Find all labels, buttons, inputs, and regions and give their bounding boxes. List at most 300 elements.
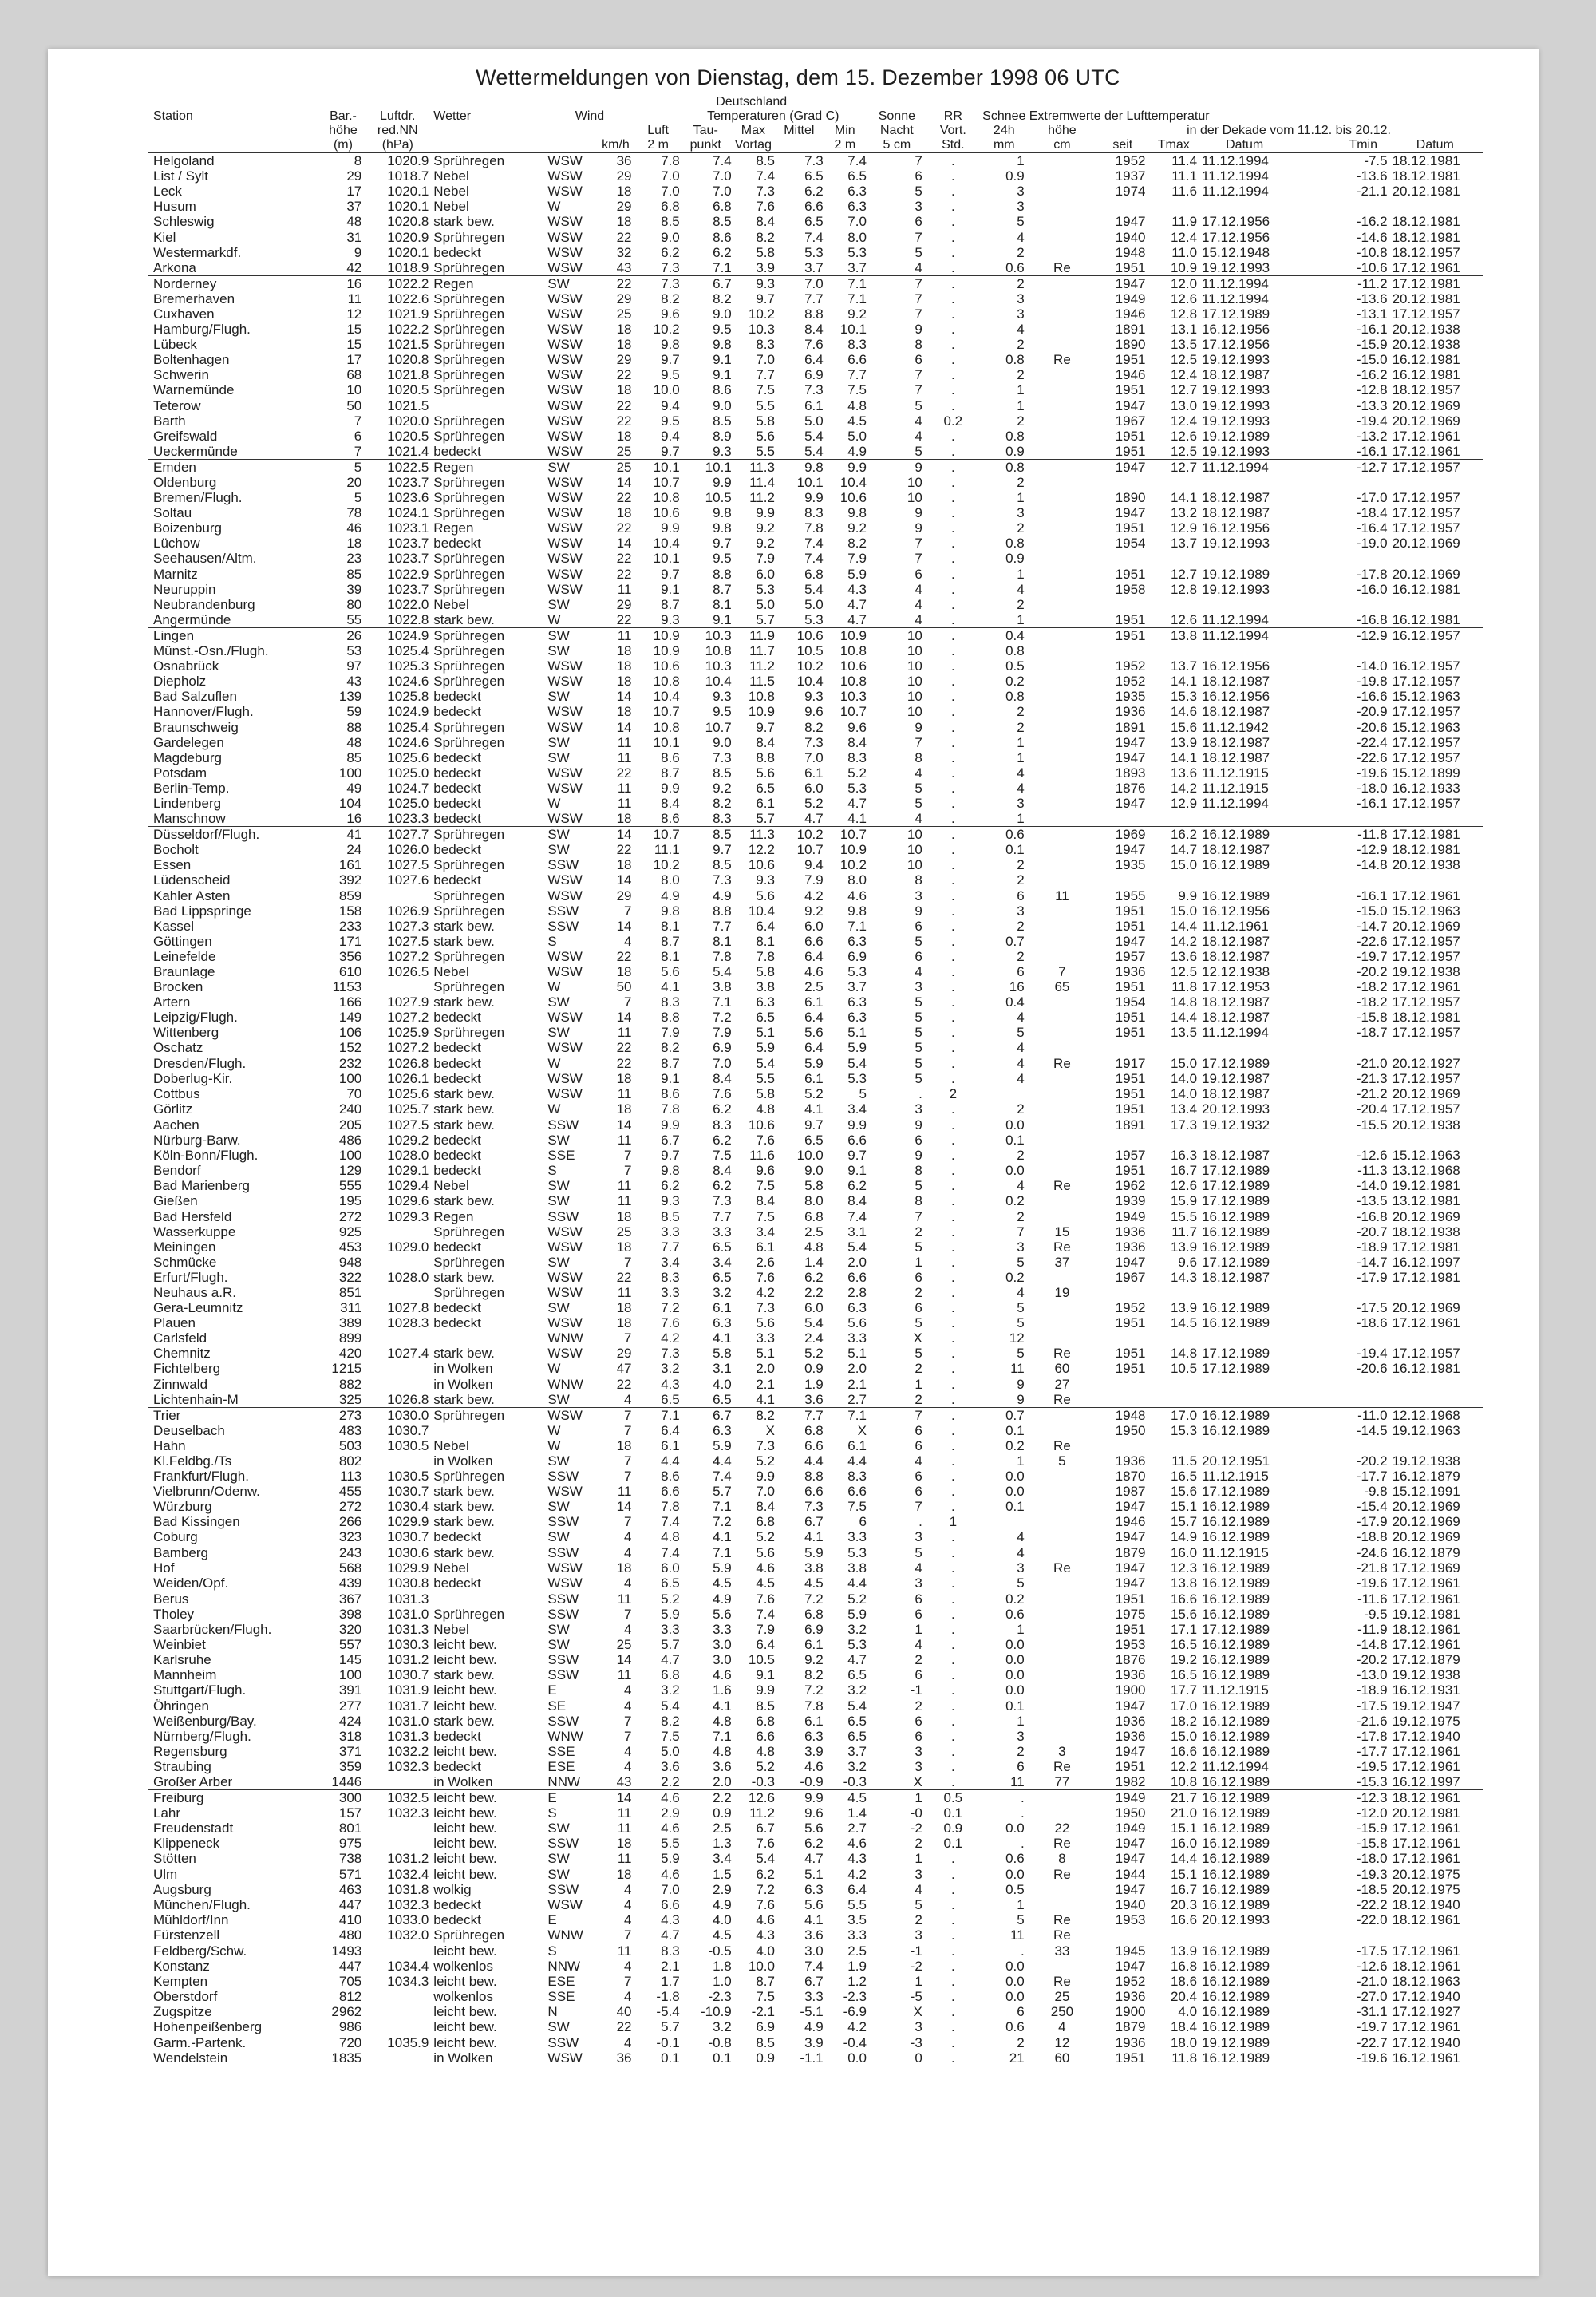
cell-max-temp: 4.5 xyxy=(756,1575,775,1591)
cell-tmax: 12.4 xyxy=(1170,229,1198,245)
cell-tmax: 14.5 xyxy=(1170,1315,1198,1331)
cell-spacer xyxy=(1292,1071,1339,1086)
cell-snow-depth: Re xyxy=(1053,1758,1071,1774)
cell-air-temp: 7.3 xyxy=(661,1346,680,1362)
cell-tmax: 20.4 xyxy=(1170,1989,1198,2005)
cell-station: Freiburg xyxy=(148,1790,320,1806)
cell-station: Deuselbach xyxy=(153,1422,225,1438)
cell-tmax: 13.8 xyxy=(1170,1575,1198,1591)
station-row xyxy=(148,719,1483,734)
cell-tmin: -18.4 xyxy=(1356,505,1388,521)
cell-wind-speed: 25 xyxy=(616,443,632,459)
cell-wind-speed: 11 xyxy=(617,1851,632,1867)
cell-pressure xyxy=(366,1453,429,1469)
cell-min-temp: 4.3 xyxy=(847,1851,867,1867)
cell-precip-24h: 1 xyxy=(1017,734,1025,750)
cell-night-temp-5cm: . xyxy=(918,1514,922,1530)
cell-dew-point: 8.3 xyxy=(713,811,732,827)
cell-sunshine: . xyxy=(950,933,955,949)
cell-sunshine: . xyxy=(950,322,955,338)
cell-precip-24h: 3 xyxy=(1017,199,1025,215)
station-row xyxy=(148,1025,1483,1040)
cell-station: Öhringen xyxy=(153,1698,209,1714)
cell-snow-depth xyxy=(1029,1407,1095,1423)
cell-dew-point: 5.9 xyxy=(713,1560,732,1575)
cell-station: Hof xyxy=(153,1560,175,1575)
cell-pressure xyxy=(366,2004,429,2019)
cell-tmax: 14.1 xyxy=(1170,490,1198,506)
cell-snow-depth xyxy=(1029,567,1095,582)
cell-wind-speed: 22 xyxy=(616,413,632,429)
cell-spacer xyxy=(1292,199,1339,214)
cell-tmax-date: 17.12.1956 xyxy=(1202,229,1270,245)
cell-station: Warnemünde xyxy=(153,382,235,398)
cell-baro-height: 6 xyxy=(354,428,362,444)
cell-snow-depth: Re xyxy=(1053,352,1071,368)
cell-tmin: -13.0 xyxy=(1356,1667,1388,1683)
cell-max-temp: 5.9 xyxy=(756,1040,775,1056)
cell-spacer xyxy=(1292,1224,1339,1239)
cell-tmax xyxy=(1151,597,1198,612)
cell-baro-height: 100 xyxy=(338,1148,362,1164)
cell-snow-depth xyxy=(1029,1575,1095,1591)
cell-night-temp-5cm: 1 xyxy=(915,1376,922,1392)
cell-record-since: 1952 xyxy=(1115,658,1146,674)
cell-station: Kahler Asten xyxy=(153,888,231,903)
cell-tmin: -20.2 xyxy=(1356,1652,1388,1668)
cell-wind-direction: WSW xyxy=(547,520,583,536)
cell-baro-height: 31 xyxy=(346,229,362,245)
cell-tmin: -16.8 xyxy=(1356,1208,1388,1224)
cell-sunshine: . xyxy=(950,1437,955,1453)
cell-station: Regensburg xyxy=(153,1743,227,1759)
cell-record-since: 1890 xyxy=(1115,490,1146,506)
cell-tmax-date: 16.12.1989 xyxy=(1202,1208,1270,1224)
cell-pressure: 1020.5 xyxy=(387,382,429,398)
cell-dew-point: 9.8 xyxy=(713,520,732,536)
cell-record-since: 1947 xyxy=(1115,1529,1146,1545)
cell-baro-height: 7 xyxy=(354,443,362,459)
cell-air-temp: -0.1 xyxy=(656,2034,680,2050)
cell-tmax: 15.5 xyxy=(1170,1208,1198,1224)
cell-spacer xyxy=(1292,1285,1339,1300)
cell-weather: Sprühregen xyxy=(433,367,505,383)
cell-tmin-date: 18.12.1963 xyxy=(1392,1974,1460,1990)
cell-tmax-date: 11.12.1915 xyxy=(1202,780,1269,796)
cell-precip-24h: 4 xyxy=(1017,322,1025,338)
cell-night-temp-5cm: 10 xyxy=(907,857,922,873)
cell-weather: Sprühregen xyxy=(433,734,505,750)
cell-wind-speed: 22 xyxy=(616,1040,632,1056)
cell-mean-temp: 10.7 xyxy=(796,842,824,858)
cell-pressure: 1031.0 xyxy=(387,1713,429,1729)
cell-air-temp: 8.7 xyxy=(661,765,680,781)
cell-station: Gera-Leumnitz xyxy=(153,1300,243,1316)
cell-wind-speed: 32 xyxy=(616,244,632,260)
cell-wind-direction: SSW xyxy=(547,1836,579,1852)
cell-sunshine: . xyxy=(950,994,955,1010)
cell-baro-height: 46 xyxy=(346,520,362,536)
cell-baro-height: 8 xyxy=(354,153,362,169)
cell-mean-temp: 5.4 xyxy=(804,428,824,444)
cell-weather: stark bew. xyxy=(433,1346,495,1362)
cell-wind-speed: 22 xyxy=(616,367,632,383)
header-baro-height xyxy=(320,94,367,109)
cell-tmax: 15.0 xyxy=(1170,1728,1198,1744)
cell-weather: Regen xyxy=(429,275,543,291)
cell-baro-height: 486 xyxy=(338,1133,362,1148)
cell-precip-24h: 2 xyxy=(1017,857,1025,873)
cell-mean-temp: 7.4 xyxy=(804,1959,824,1975)
cell-dew-point: 7.1 xyxy=(713,1499,732,1515)
cell-precip-24h: 5 xyxy=(1017,1575,1025,1591)
cell-snow-depth xyxy=(1029,1897,1095,1912)
cell-baro-height: 100 xyxy=(338,765,362,781)
cell-precip-24h: 0.0 xyxy=(1005,1667,1025,1683)
cell-wind-speed: 29 xyxy=(616,199,632,215)
cell-dew-point: 3.4 xyxy=(713,1851,732,1867)
cell-mean-temp: 4.7 xyxy=(804,811,824,827)
cell-min-temp: 6.3 xyxy=(847,1010,867,1026)
cell-night-temp-5cm: 9 xyxy=(867,459,927,475)
cell-pressure: 1021.9 xyxy=(387,306,429,322)
cell-min-temp: 7.4 xyxy=(847,153,867,169)
cell-night-temp-5cm: 10 xyxy=(907,674,922,690)
cell-min-temp: 8.4 xyxy=(847,1193,867,1209)
cell-weather: stark bew. xyxy=(433,1499,495,1515)
cell-night-temp-5cm: 6 xyxy=(915,1300,922,1316)
cell-tmax: 10.5 xyxy=(1170,1361,1198,1377)
cell-tmin-date: 17.12.1961 xyxy=(1392,1758,1460,1774)
cell-wind-speed: 14 xyxy=(616,1499,632,1515)
cell-wind-direction: WSW xyxy=(547,367,583,383)
cell-night-temp-5cm: 4 xyxy=(915,259,922,275)
cell-max-temp: X xyxy=(765,1422,775,1438)
cell-sunshine: . xyxy=(950,1163,955,1179)
cell-tmax: 12.0 xyxy=(1151,275,1198,291)
cell-min-temp: 10.7 xyxy=(824,827,867,843)
cell-snow-depth xyxy=(1029,291,1095,306)
cell-tmax: 15.6 xyxy=(1170,1484,1198,1500)
cell-record-since: 1951 xyxy=(1115,566,1146,582)
cell-tmin: -21.0 xyxy=(1356,1055,1388,1071)
cell-air-temp: 4.8 xyxy=(661,1529,680,1545)
cell-air-temp: 7.9 xyxy=(661,1025,680,1041)
cell-air-temp: 10.1 xyxy=(653,734,680,750)
cell-station: Garm.-Partenk. xyxy=(153,2034,247,2050)
station-row xyxy=(148,1239,1483,1255)
cell-station: Augsburg xyxy=(153,1881,211,1897)
cell-sunshine: . xyxy=(950,214,955,230)
cell-tmax-date: 16.12.1989 xyxy=(1202,1652,1270,1668)
cell-record-since: 1936 xyxy=(1115,1667,1146,1683)
cell-sunshine: 2 xyxy=(949,1085,958,1101)
cell-tmax: 14.8 xyxy=(1170,994,1198,1010)
cell-tmin: -14.0 xyxy=(1356,1178,1388,1194)
cell-tmin-date: 18.12.1981 xyxy=(1392,168,1460,184)
cell-wind-speed: 11 xyxy=(595,1943,636,1959)
cell-wind-direction: SW xyxy=(547,1178,570,1194)
cell-dew-point: 6.5 xyxy=(713,1239,732,1255)
cell-tmax-date: 20.12.1993 xyxy=(1202,1912,1270,1927)
cell-station: Teterow xyxy=(153,397,201,413)
header-station xyxy=(148,123,320,137)
cell-night-temp-5cm: 8 xyxy=(915,1163,922,1179)
header-tmin: Tmin xyxy=(1339,137,1388,152)
cell-tmax xyxy=(1151,551,1198,566)
cell-dew-point: 5.9 xyxy=(713,1437,732,1453)
cell-mean-temp: 1.9 xyxy=(804,1376,824,1392)
cell-snow-depth xyxy=(1029,306,1095,322)
station-row xyxy=(148,1698,1483,1713)
cell-tmin-date: 17.12.1957 xyxy=(1392,734,1460,750)
cell-tmax-date: 16.12.1989 xyxy=(1202,1499,1270,1515)
cell-tmin: -9.8 xyxy=(1364,1484,1388,1500)
cell-precip-24h: 2 xyxy=(1017,2034,1025,2050)
cell-dew-point: 9.1 xyxy=(713,352,732,368)
cell-baro-height: 463 xyxy=(338,1881,362,1897)
cell-snow-depth: Re xyxy=(1053,259,1071,275)
cell-mean-temp: 4.1 xyxy=(804,1529,824,1545)
cell-mean-temp: 6.2 xyxy=(804,184,824,200)
cell-wind-speed: 29 xyxy=(616,1346,632,1362)
cell-min-temp: 4.4 xyxy=(847,1575,867,1591)
cell-wind-speed: 14 xyxy=(616,475,632,491)
cell-baro-height: 145 xyxy=(338,1652,362,1668)
cell-sunshine: . xyxy=(950,581,955,597)
cell-air-temp: 6.8 xyxy=(661,199,680,215)
cell-dew-point: 8.6 xyxy=(713,382,732,398)
cell-max-temp: 3.3 xyxy=(756,1330,775,1346)
cell-tmin: -17.5 xyxy=(1356,1698,1388,1714)
cell-min-temp: 4.9 xyxy=(847,443,867,459)
cell-air-temp: 7.0 xyxy=(661,184,680,200)
cell-sunshine: . xyxy=(950,382,955,398)
cell-wind-speed: 14 xyxy=(616,536,632,552)
cell-tmin: -19.3 xyxy=(1356,1866,1388,1882)
cell-tmin: -17.8 xyxy=(1356,1728,1388,1744)
cell-snow-depth xyxy=(1029,229,1095,244)
cell-wind-speed: 7 xyxy=(624,903,632,919)
cell-precip-24h: 4 xyxy=(1017,1178,1025,1194)
cell-mean-temp: 3.3 xyxy=(804,1989,824,2005)
cell-spacer xyxy=(1292,1086,1339,1101)
cell-snow-depth xyxy=(1029,765,1095,781)
cell-wind-direction: WSW xyxy=(547,1896,583,1912)
cell-precip-24h: 2 xyxy=(1017,1743,1025,1759)
cell-precip-24h: 5 xyxy=(1017,1254,1025,1270)
station-row xyxy=(148,1851,1483,1866)
cell-spacer xyxy=(1292,1056,1339,1071)
cell-tmax: 11.1 xyxy=(1171,168,1198,184)
header-pressure: Luftdr. xyxy=(380,109,416,123)
cell-pressure xyxy=(366,2050,429,2066)
station-row xyxy=(148,567,1483,582)
cell-sunshine: . xyxy=(950,979,955,995)
cell-tmax-date: 17.12.1989 xyxy=(1202,1178,1270,1194)
cell-tmin: -15.8 xyxy=(1356,1010,1388,1026)
cell-snow-depth xyxy=(1029,750,1095,765)
cell-sunshine: . xyxy=(950,888,955,903)
cell-station: Artern xyxy=(153,994,191,1010)
station-row xyxy=(148,612,1483,628)
cell-precip-24h: 3 xyxy=(1017,306,1025,322)
cell-mean-temp: 5.4 xyxy=(804,443,824,459)
cell-record-since xyxy=(1095,1392,1150,1408)
cell-wind-direction: WSW xyxy=(547,765,583,781)
cell-wind-speed: 22 xyxy=(616,2019,632,2035)
station-row xyxy=(148,229,1483,244)
cell-precip-24h: 1 xyxy=(1017,490,1025,506)
cell-snow-depth xyxy=(1029,658,1095,674)
cell-sunshine: . xyxy=(950,1912,955,1927)
cell-wind-direction: ESE xyxy=(547,1758,575,1774)
cell-baro-height: 16 xyxy=(346,811,362,827)
cell-min-temp: 4.7 xyxy=(847,795,867,811)
cell-station: Leinefelde xyxy=(153,948,216,964)
cell-night-temp-5cm: 2 xyxy=(915,1698,922,1714)
cell-snow-depth xyxy=(1029,1300,1095,1315)
cell-night-temp-5cm: 6 xyxy=(915,1469,922,1485)
cell-weather: leicht bew. xyxy=(433,1805,497,1821)
cell-precip-24h: 0.9 xyxy=(1005,551,1025,567)
cell-sunshine: . xyxy=(950,903,955,919)
cell-dew-point: -10.9 xyxy=(701,2004,732,2020)
cell-spacer xyxy=(1292,735,1339,750)
cell-sunshine: . xyxy=(950,397,955,413)
cell-min-temp: 6 xyxy=(859,1514,867,1530)
cell-air-temp: 6.2 xyxy=(661,244,680,260)
cell-weather: Sprühregen xyxy=(433,979,505,995)
cell-precip-24h xyxy=(979,1514,1029,1529)
cell-air-temp: 9.9 xyxy=(661,520,680,536)
cell-station: Wendelstein xyxy=(153,2050,228,2066)
cell-tmin: -17.7 xyxy=(1356,1743,1388,1759)
cell-tmin-date: 17.12.1957 xyxy=(1392,749,1460,765)
cell-tmin: -18.9 xyxy=(1356,1239,1388,1255)
cell-spacer xyxy=(1292,1438,1339,1453)
cell-precip-24h: 6 xyxy=(1017,888,1025,903)
cell-weather: bedeckt xyxy=(433,811,481,827)
cell-record-since: 1952 xyxy=(1115,674,1146,690)
cell-pressure: 1027.9 xyxy=(387,994,429,1010)
cell-night-temp-5cm: 9 xyxy=(915,505,922,521)
cell-snow-depth xyxy=(1029,827,1095,843)
cell-mean-temp: 6.0 xyxy=(804,918,824,934)
cell-wind-direction: WSW xyxy=(547,1484,583,1500)
station-row xyxy=(148,245,1483,260)
cell-station: Freudenstadt xyxy=(153,1821,234,1836)
cell-pressure xyxy=(366,1255,429,1270)
cell-air-temp: 10.7 xyxy=(653,475,680,491)
cell-tmin xyxy=(1339,1040,1388,1055)
cell-mean-temp: 5.3 xyxy=(804,611,824,627)
cell-spacer xyxy=(1292,398,1339,413)
cell-wind-direction: WSW xyxy=(547,397,583,413)
cell-min-temp: 6.6 xyxy=(847,1269,867,1285)
cell-sunshine: . xyxy=(950,1300,955,1316)
cell-record-since: 1951 xyxy=(1115,352,1146,368)
cell-min-temp: 2.0 xyxy=(847,1254,867,1270)
cell-night-temp-5cm: 8 xyxy=(915,749,922,765)
cell-mean-temp: 4.2 xyxy=(804,888,824,903)
cell-tmax: 12.2 xyxy=(1170,1758,1198,1774)
cell-tmin-date: 19.12.1938 xyxy=(1392,1667,1460,1683)
cell-precip-24h: 2 xyxy=(1017,704,1025,720)
cell-record-since: 1947 xyxy=(1115,1698,1146,1714)
cell-tmax: 14.2 xyxy=(1170,780,1198,796)
cell-tmin-date: 20.12.1975 xyxy=(1392,1881,1460,1897)
cell-station: Osnabrück xyxy=(153,658,219,674)
cell-tmin: -12.8 xyxy=(1356,382,1388,398)
cell-sunshine: . xyxy=(950,1040,955,1056)
cell-max-temp: 11.2 xyxy=(749,490,775,506)
cell-station: Bad Salzuflen xyxy=(153,689,237,705)
cell-snow-depth: 25 xyxy=(1054,1989,1070,2005)
station-row xyxy=(148,1117,1483,1133)
cell-snow-depth xyxy=(1029,459,1095,475)
cell-wind-direction: SW xyxy=(547,1821,570,1836)
cell-dew-point: 9.3 xyxy=(713,443,732,459)
cell-snow-depth xyxy=(1029,1469,1095,1484)
cell-pressure: 1023.7 xyxy=(387,581,429,597)
cell-wind-direction: WSW xyxy=(547,382,583,398)
cell-weather: bedeckt xyxy=(433,1010,481,1026)
cell-precip-24h: 1 xyxy=(1017,611,1025,627)
cell-night-temp-5cm: 7 xyxy=(915,291,922,306)
station-row xyxy=(148,429,1483,444)
cell-dew-point: 2.0 xyxy=(713,1773,732,1789)
header-dew-point: punkt xyxy=(680,137,732,152)
cell-mean-temp: 6.8 xyxy=(804,566,824,582)
station-row xyxy=(148,919,1483,934)
cell-baro-height: 12 xyxy=(346,306,362,322)
cell-station: Lindenberg xyxy=(153,795,222,811)
cell-wind-speed: 18 xyxy=(616,1836,632,1852)
cell-baro-height: 948 xyxy=(338,1254,362,1270)
cell-tmax-date xyxy=(1197,1330,1292,1346)
cell-snow-depth xyxy=(1029,1071,1095,1086)
cell-station: Essen xyxy=(153,857,192,873)
cell-station: Potsdam xyxy=(153,765,207,781)
cell-precip-24h: 2 xyxy=(1017,1148,1025,1164)
cell-mean-temp: 4.1 xyxy=(804,1101,824,1117)
cell-wind-direction: SSW xyxy=(547,1606,579,1622)
cell-weather: bedeckt xyxy=(433,842,481,858)
cell-snow-depth xyxy=(1029,1622,1095,1637)
cell-tmax-date: 16.12.1989 xyxy=(1202,857,1270,873)
cell-wind-speed: 7 xyxy=(624,1453,632,1469)
cell-wind-direction: W xyxy=(547,979,561,995)
station-row xyxy=(148,1805,1483,1821)
cell-spacer xyxy=(1292,1469,1339,1484)
cell-tmax-date: 16.12.1989 xyxy=(1202,1575,1270,1591)
cell-sunshine: . xyxy=(927,459,979,475)
cell-baro-height: 240 xyxy=(338,1101,362,1117)
cell-wind-direction: SSW xyxy=(547,1881,579,1897)
header-precip-24h: 24h xyxy=(993,124,1015,137)
cell-tmax-date: 16.12.1989 xyxy=(1202,1637,1270,1653)
cell-tmin-date xyxy=(1388,475,1483,490)
cell-precip-24h: 0.0 xyxy=(979,1117,1029,1133)
cell-snow-depth xyxy=(1029,1133,1095,1148)
cell-record-since: 1900 xyxy=(1115,1682,1146,1698)
cell-baro-height: 325 xyxy=(338,1391,362,1407)
station-row xyxy=(148,1010,1483,1025)
cell-max-temp: 7.5 xyxy=(756,1989,775,2005)
cell-precip-24h: 3 xyxy=(1017,795,1025,811)
cell-dew-point: 6.5 xyxy=(713,1391,732,1407)
